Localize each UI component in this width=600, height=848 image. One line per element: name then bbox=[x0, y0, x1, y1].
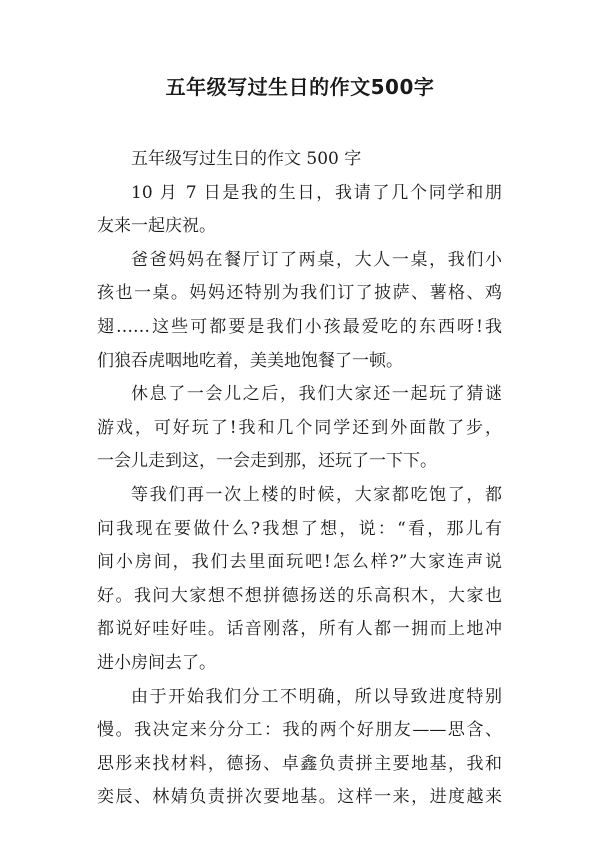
paragraph-line: 爸爸妈妈在餐厅订了两桌，大人一桌，我们小 bbox=[131, 249, 502, 270]
paragraph bbox=[97, 681, 502, 815]
paragraph-line: 五年级写过生日的作文 500 字 bbox=[131, 149, 362, 169]
paragraph-line: 都说好哇好哇。话音刚落，所有人都一拥而上地冲 bbox=[97, 619, 502, 640]
paragraph-line: 好。我问大家想不想拼德扬送的乐高积木，大家也 bbox=[97, 585, 502, 606]
paragraph-line: 由于开始我们分工不明确，所以导致进度特别 bbox=[131, 686, 502, 707]
document-title: 五年级写过生日的作文500字 bbox=[165, 75, 435, 99]
paragraph bbox=[97, 244, 502, 378]
paragraph bbox=[97, 378, 502, 479]
paragraph bbox=[97, 177, 502, 244]
paragraph-line: 进小房间去了。 bbox=[97, 652, 216, 673]
document-body bbox=[97, 143, 502, 815]
paragraph-line: 翅……这些可都要是我们小孩最爱吃的东西呀!我 bbox=[97, 316, 502, 337]
paragraph-line: 10 月 7 日是我的生日，我请了几个同学和朋 bbox=[131, 182, 502, 203]
paragraph-line: 间小房间，我们去里面玩吧!怎么样?”大家连声说 bbox=[97, 552, 502, 573]
paragraph-line: 孩也一桌。妈妈还特别为我们订了披萨、薯格、鸡 bbox=[97, 283, 502, 304]
paragraph-line: 思彤来找材料，德扬、卓鑫负责拼主要地基，我和 bbox=[97, 753, 502, 774]
paragraph-line: 休息了一会儿之后，我们大家还一起玩了猜谜 bbox=[131, 384, 502, 405]
paragraph-line: 奕辰、林婧负责拼次要地基。这样一来，进度越来 bbox=[97, 787, 502, 808]
paragraph-line: 们狼吞虎咽地吃着，美美地饱餐了一顿。 bbox=[97, 350, 403, 371]
paragraph-line: 问我现在要做什么?我想了想，说：“看，那儿有 bbox=[97, 518, 502, 539]
paragraph bbox=[97, 479, 502, 681]
paragraph-line: 一会儿走到这，一会走到那，还玩了一下下。 bbox=[97, 451, 437, 472]
paragraph-line: 友来一起庆祝。 bbox=[97, 216, 216, 237]
paragraph-line: 慢。我决定来分分工：我的两个好朋友——思含、 bbox=[97, 720, 502, 741]
paragraph-line: 等我们再一次上楼的时候，大家都吃饱了，都 bbox=[131, 484, 502, 505]
paragraph-line: 游戏，可好玩了!我和几个同学还到外面散了步， bbox=[97, 417, 502, 438]
paragraph bbox=[97, 143, 502, 177]
